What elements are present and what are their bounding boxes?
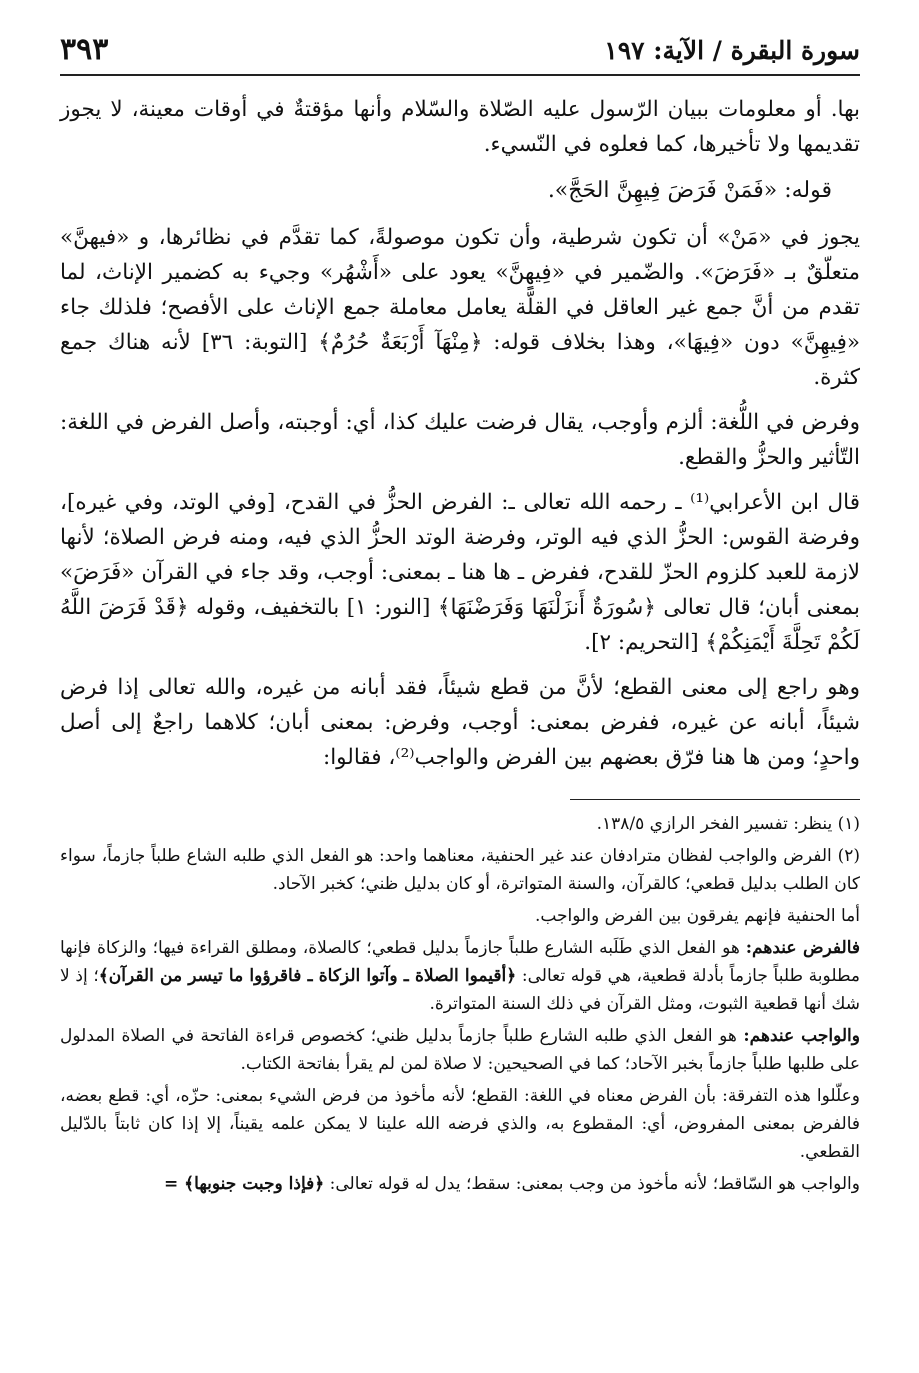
paragraph-4: قال ابن الأعرابي⁽¹⁾ ـ رحمه الله تعالى ـ: الفرض الحزُّ في القدح، [وفي الوتد، وفي غيره]، وفرضة القوس: الحزُّ الذي فيه الوتر، وفرضة الوتد الحزُّ الذي فيه، ومنه فرض الصلاة؛ لأنها لازمة للعبد كلزوم الحزّ للقدح، ففرض ـ ها هنا ـ بمعنى: أوجب، وقد جاء في القرآن «فَرَضَ» بمعنى أبان؛ قال تعالى ﴿سُورَةٌ أَنزَلْنَهَا وَفَرَضْنَهَا﴾ [النور: ١] بالتخفيف، وقوله ﴿قَدْ فَرَضَ اللَّهُ لَكُمْ تَحِلَّةَ أَيْمَنِكُمْ﴾ [التحريم: ٢]. bbox=[60, 490, 860, 655]
footnote-1: (١) ينظر: تفسير الفخر الرازي ١٣٨/٥. bbox=[596, 814, 860, 834]
footnote-2-fard bbox=[60, 934, 860, 1018]
footnotes bbox=[60, 810, 860, 1198]
surah-ayah-title: سورة البقرة / الآية: ١٩٧ bbox=[604, 36, 860, 65]
paragraph-2: يجوز في «مَنْ» أن تكون شرطية، وأن تكون موصولةً، كما تقدَّم في نظائرها، و «فيهنَّ» متعلّقٌ بـ «فَرَضَ». والضّمير في «فِيهِنَّ» يعود على «أَشْهُر» وجيء به كضمير الإناث، لما تقدم من أنَّ جمع غير العاقل في القلَّة يعامل معاملة جمع الإناث على الأفصح؛ فلذلك جاء «فِيهِنَّ» دون «فِيهَا»، وهذا بخلاف قوله: ﴿مِنْهَآ أَرْبَعَةٌ حُرُمٌ﴾ [التوبة: ٣٦] لأنه هناك جمع كثرة. bbox=[60, 225, 860, 390]
footnote-2-continued bbox=[60, 1170, 860, 1198]
paragraph-1: بها. أو معلومات ببيان الرّسول عليه الصّلاة والسّلام وأنها مؤقتةٌ في أوقات معينة، لا يجوز تقديمها ولا تأخيرها، كما فعلوه في النّسيء. bbox=[60, 97, 860, 157]
fard-verse: ﴿أقيموا الصلاة ـ وآتوا الزكاة ـ فاقرؤوا ما تيسر من القرآن﴾ bbox=[98, 966, 517, 986]
page-header bbox=[60, 30, 860, 76]
fard-text-end: ؛ إذ لا شك أنها قطعية الثبوت، ومثل القرآن في ذلك السنة المتواترة. bbox=[60, 966, 860, 1014]
quoted-verse: قوله: «فَمَنْ فَرَضَ فِيهِنَّ الحَجَّ». bbox=[547, 178, 832, 203]
footnote-separator bbox=[570, 799, 860, 800]
saqit-verse: ﴿فإذا وجبت جنوبها﴾ = bbox=[164, 1174, 325, 1194]
footnote-2-intro: (٢) الفرض والواجب لفظان مترادفان عند غير الحنفية، معناهما واحد: هو الفعل الذي طلبه الشاع طلباً جازماً، سواء كان الطلب بدليل قطعي؛ كالقرآن، والسنة المتواترة، أو كان بدليل ظني؛ كخبر الآحاد. bbox=[60, 846, 860, 894]
footnote-2-hanafi: أما الحنفية فإنهم يفرقون بين الفرض والواجب. bbox=[534, 906, 860, 926]
footnote-2-reason: وعلّلوا هذه التفرقة: بأن الفرض معناه في اللغة: القطع؛ لأنه مأخوذ من فرض الشيء بمعنى: حزّه، أي: قطع بعضه، فالفرض بمعنى المفروض، أي: المقطوع به، والذي فرضه الله علينا لا يمكن علمه يقيناً، إلا إذا كان ثابتاً بالدّليل القطعي. bbox=[60, 1086, 860, 1162]
saqit-text: والواجب هو السّاقط؛ لأنه مأخوذ من وجب بمعنى: سقط؛ يدل له قوله تعالى: bbox=[329, 1174, 860, 1194]
footnote-2-wajib bbox=[60, 1022, 860, 1078]
paragraph-5: وهو راجع إلى معنى القطع؛ لأنَّ من قطع شيئاً، فقد أبانه من غيره، والله تعالى إذا فرض شيئاً، أبانه عن غيره، ففرض بمعنى: أوجب، وفرض: بمعنى أبان؛ كلاهما راجعٌ إلى أصل واحدٍ؛ ومن ها هنا فرّق بعضهم بين الفرض والواجب⁽²⁾، فقالوا: bbox=[60, 675, 860, 770]
page-number: ٣٩٣ bbox=[60, 32, 109, 67]
wajib-label: والواجب عندهم: bbox=[743, 1026, 860, 1046]
fard-label: فالفرض عندهم: bbox=[745, 938, 860, 958]
book-page bbox=[60, 30, 860, 1350]
main-text bbox=[60, 92, 860, 775]
fard-text: هو الفعل الذي طَلَبه الشارع طلباً جازماً بدليل قطعي؛ كالصلاة، ومطلق القراءة فيها؛ والزكاة فإنها مطلوبة طلباً جازماً بأدلة قطعية، هي قوله تعالى: bbox=[60, 938, 860, 986]
wajib-text: هو الفعل الذي طلبه الشارع طلباً جازماً بدليل ظني؛ كخصوص قراءة الفاتحة في الصلاة المدلول على طلبها طلباً جازماً بخبر الآحاد؛ كما في الصحيحين: لا صلاة لمن لم يقرأ بفاتحة الكتاب. bbox=[60, 1026, 860, 1074]
paragraph-3: وفرض في اللُّغة: ألزم وأوجب، يقال فرضت عليك كذا، أي: أوجبته، وأصل الفرض في اللغة: التّأثير والحزُّ والقطع. bbox=[60, 410, 860, 470]
